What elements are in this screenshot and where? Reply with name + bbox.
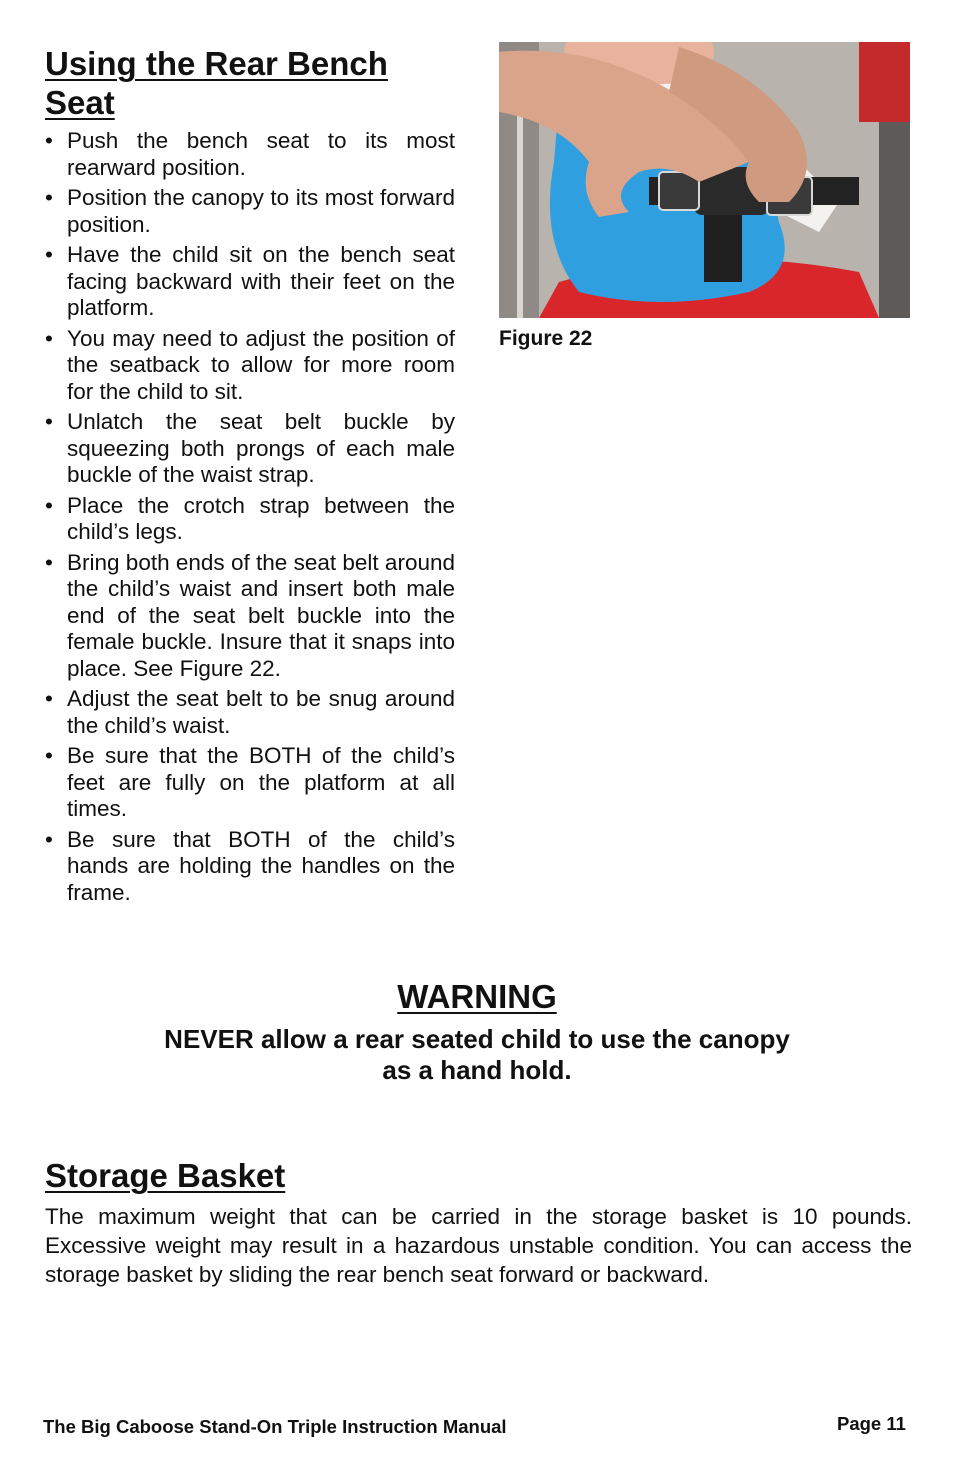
list-item-text: Adjust the seat belt to be snug around the child’s waist.: [67, 686, 455, 738]
bullet-icon: •: [45, 492, 53, 518]
list-item: [45, 326, 455, 406]
list-item: [45, 686, 455, 739]
list-item-text: Push the bench seat to its most rearward position.: [67, 128, 455, 180]
bullet-icon: •: [45, 128, 53, 153]
canopy-red: [859, 42, 910, 122]
bullet-icon: •: [45, 549, 53, 575]
list-item: [45, 550, 455, 683]
list-item: [45, 242, 455, 322]
buckle-photo-illustration: [499, 42, 910, 318]
figure-caption: Figure 22: [499, 327, 593, 350]
list-item-text: Be sure that the BOTH of the child’s feet are fully on the platform at all times.: [67, 743, 455, 821]
warning-text-line-2: as a hand hold.: [382, 1055, 572, 1085]
list-item: [45, 827, 455, 907]
list-item: [45, 743, 455, 823]
list-item-text: Have the child sit on the bench seat facing backward with their feet on the platform.: [67, 242, 455, 320]
figure-22-photo: [499, 42, 910, 318]
bullet-icon: •: [45, 409, 53, 434]
list-item: [45, 409, 455, 489]
footer-manual-title: The Big Caboose Stand-On Triple Instruction Manual: [43, 1416, 507, 1437]
footer-page-number: Page 11: [837, 1413, 906, 1434]
stroller-bar: [517, 82, 523, 318]
bullet-icon: •: [45, 325, 53, 351]
list-item-text: You may need to adjust the position of the seatback to allow for more room for the child to sit.: [67, 325, 455, 404]
list-item-text: Position the canopy to its most forward position.: [67, 185, 455, 237]
storage-basket-body: The maximum weight that can be carried in the storage basket is 10 pounds. Excessive weight may result in a hazardous unstable condition. You can access the storage basket by sliding the rear bench seat forward or backward.: [45, 1204, 912, 1287]
list-item-text: Place the crotch strap between the child’s legs.: [67, 492, 455, 544]
bullet-icon: •: [45, 826, 53, 852]
list-item-text: Bring both ends of the seat belt around the child’s waist and insert both male end of the seat belt buckle into the female buckle. Insure that it snaps into place. See Figure 22.: [67, 549, 455, 681]
list-item: [45, 128, 455, 181]
warning-title: WARNING: [397, 978, 557, 1015]
list-item-text: Unlatch the seat belt buckle by squeezing both prongs of each male buckle of the waist strap.: [67, 409, 455, 487]
list-item: [45, 185, 455, 238]
rear-bench-instructions-list: [45, 128, 455, 910]
bullet-icon: •: [45, 686, 53, 711]
list-item: [45, 493, 455, 546]
bullet-icon: •: [45, 242, 53, 267]
section-title-storage-basket: Storage Basket: [45, 1157, 286, 1194]
bullet-icon: •: [45, 185, 53, 210]
list-item-text: Be sure that BOTH of the child’s hands are holding the handles on the frame.: [67, 826, 455, 905]
warning-text-line-1: NEVER allow a rear seated child to use the canopy: [164, 1024, 790, 1054]
bullet-icon: •: [45, 743, 53, 768]
stroller-frame-right: [879, 122, 910, 318]
warning-text: [110, 1024, 844, 1086]
section-title-rear-bench: Using the Rear Bench Seat: [45, 45, 388, 121]
